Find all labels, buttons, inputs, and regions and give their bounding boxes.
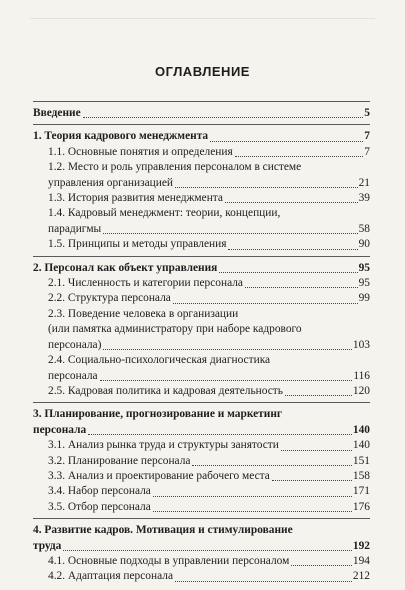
toc-entry-title: 2.5. Кадровая политика и кадровая деятельность bbox=[48, 384, 283, 397]
dot-leader bbox=[291, 565, 352, 566]
toc-section[interactable] bbox=[33, 307, 370, 353]
toc-page-number: 21 bbox=[358, 176, 370, 189]
toc-page-number: 99 bbox=[358, 292, 370, 305]
toc-chapter[interactable] bbox=[33, 261, 370, 276]
toc-section[interactable] bbox=[33, 554, 370, 569]
toc-entry-line: 1.2. Место и роль управления персоналом в системе bbox=[48, 161, 302, 174]
toc-entry-line: (или памятка администратору при наборе кадрового bbox=[48, 323, 302, 336]
toc-page-number: 140 bbox=[352, 423, 370, 436]
dot-leader bbox=[219, 272, 357, 273]
toc-page-number: 103 bbox=[352, 338, 370, 351]
toc-section[interactable] bbox=[33, 469, 370, 484]
dot-leader bbox=[103, 233, 357, 234]
toc-page-number: 140 bbox=[352, 439, 370, 452]
toc-entry-title: 2. Персонал как объект управления bbox=[33, 261, 218, 274]
toc-chapter[interactable] bbox=[33, 106, 370, 121]
dot-leader bbox=[175, 581, 352, 582]
dot-leader bbox=[210, 141, 363, 142]
dot-leader bbox=[285, 395, 352, 396]
toc-entry-line: 2.4. Социально-психологическая диагностика bbox=[48, 354, 271, 367]
toc-page-number: 158 bbox=[352, 469, 370, 482]
toc-page-number: 151 bbox=[352, 454, 370, 467]
toc-section[interactable] bbox=[33, 191, 370, 206]
dot-leader bbox=[272, 480, 352, 481]
dot-leader bbox=[88, 434, 352, 435]
toc-section[interactable] bbox=[33, 438, 370, 453]
page-title: ОГЛАВЛЕНИЕ bbox=[155, 64, 250, 79]
toc-entry-title: 3.5. Отбор персонала bbox=[48, 500, 151, 513]
toc-page-number: 212 bbox=[352, 570, 370, 583]
toc-page-number: 7 bbox=[364, 145, 370, 158]
dot-leader bbox=[173, 303, 358, 304]
toc-entry-title: 1.3. История развития менеджмента bbox=[48, 192, 223, 205]
toc-entry-title: 3.3. Анализ и проектирование рабочего места bbox=[48, 469, 270, 482]
dot-leader bbox=[192, 465, 351, 466]
toc-section[interactable] bbox=[33, 569, 370, 584]
toc-entry-title: 1. Теория кадрового менеджмента bbox=[33, 130, 209, 143]
chapter-separator bbox=[33, 518, 370, 519]
chapter-separator bbox=[33, 402, 370, 403]
dot-leader bbox=[281, 450, 352, 451]
toc-page-number: 5 bbox=[364, 107, 370, 119]
toc-page-number: 192 bbox=[352, 539, 370, 552]
toc-page-number: 194 bbox=[352, 554, 370, 567]
toc-section[interactable] bbox=[33, 454, 370, 469]
toc-page-number: 171 bbox=[352, 485, 370, 498]
toc-entry-title: 3.2. Планирование персонала bbox=[48, 454, 191, 467]
chapter-separator bbox=[33, 101, 370, 102]
toc-page-number: 7 bbox=[364, 130, 370, 143]
dot-leader bbox=[235, 156, 364, 157]
dot-leader bbox=[153, 511, 352, 512]
toc-entry-line: 1.4. Кадровый менеджмент: теории, концепции, bbox=[48, 207, 281, 220]
toc-entry-title: 2.2. Структура персонала bbox=[48, 292, 171, 305]
toc-entry-line: 4. Развитие кадров. Мотивация и стимулирование bbox=[33, 524, 293, 537]
toc-section[interactable] bbox=[33, 384, 370, 399]
toc-entry-title: труда bbox=[33, 539, 62, 552]
toc-entry-title: персонала) bbox=[48, 338, 102, 351]
dot-leader bbox=[228, 249, 357, 250]
bleed-through-header bbox=[30, 10, 375, 19]
toc-page-number: 90 bbox=[358, 238, 370, 251]
toc-page-number: 95 bbox=[358, 277, 370, 290]
toc-section[interactable] bbox=[33, 237, 370, 252]
dot-leader bbox=[63, 550, 352, 551]
toc-section[interactable] bbox=[33, 484, 370, 499]
dot-leader bbox=[175, 187, 358, 188]
toc-entry-title: 4.1. Основные подходы в управлении персоналом bbox=[48, 554, 290, 567]
toc-section[interactable] bbox=[33, 206, 370, 237]
toc-section[interactable] bbox=[33, 291, 370, 306]
dot-leader bbox=[225, 202, 358, 203]
toc-page-number: 176 bbox=[352, 500, 370, 513]
toc-entry-title: персонала bbox=[48, 369, 98, 382]
toc-page-number: 116 bbox=[353, 369, 370, 382]
dot-leader bbox=[153, 496, 352, 497]
table-of-contents bbox=[33, 98, 370, 585]
toc-chapter[interactable] bbox=[33, 407, 370, 438]
toc-chapter[interactable] bbox=[33, 523, 370, 554]
toc-entry-title: персонала bbox=[33, 423, 87, 436]
toc-section[interactable] bbox=[33, 160, 370, 191]
toc-entry-title: Введение bbox=[33, 107, 81, 119]
dot-leader bbox=[83, 117, 364, 118]
toc-entry-title: 1.5. Принципы и методы управления bbox=[48, 238, 227, 251]
dot-leader bbox=[103, 349, 352, 350]
toc-entry-title: парадигмы bbox=[48, 222, 102, 235]
toc-entry-title: 3.4. Набор персонала bbox=[48, 485, 151, 498]
toc-page-number: 95 bbox=[358, 261, 370, 274]
chapter-separator bbox=[33, 124, 370, 125]
toc-chapter[interactable] bbox=[33, 129, 370, 144]
toc-entry-title: 3.1. Анализ рынка труда и структуры занятости bbox=[48, 439, 279, 452]
toc-section[interactable] bbox=[33, 276, 370, 291]
toc-entry-title: 1.1. Основные понятия и определения bbox=[48, 145, 233, 158]
toc-page-number: 120 bbox=[352, 384, 370, 397]
toc-entry-line: 3. Планирование, прогнозирование и маркетинг bbox=[33, 408, 283, 421]
toc-section[interactable] bbox=[33, 500, 370, 515]
dot-leader bbox=[245, 287, 358, 288]
toc-entry-title: управления организацией bbox=[48, 176, 173, 189]
toc-entry-title: 2.1. Численность и категории персонала bbox=[48, 277, 243, 290]
toc-entry-title: 4.2. Адаптация персонала bbox=[48, 570, 173, 583]
chapter-separator bbox=[33, 256, 370, 257]
toc-section[interactable] bbox=[33, 353, 370, 384]
toc-section[interactable] bbox=[33, 145, 370, 160]
toc-page-number: 58 bbox=[358, 222, 370, 235]
toc-page-number: 39 bbox=[358, 192, 370, 205]
dot-leader bbox=[100, 380, 353, 381]
toc-entry-line: 2.3. Поведение человека в организации bbox=[48, 307, 239, 320]
